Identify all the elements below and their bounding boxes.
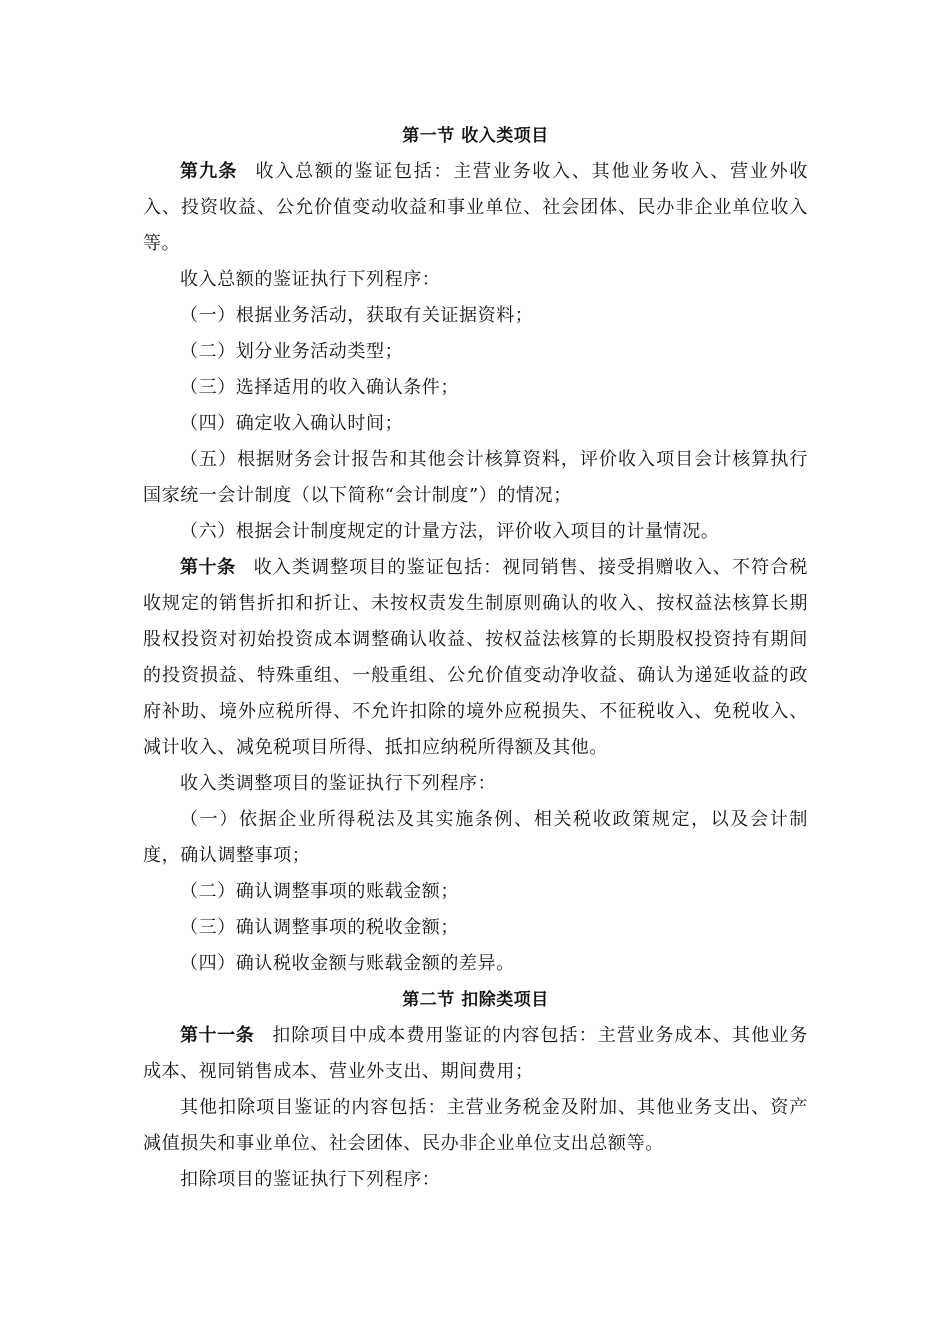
article-9-paragraph <box>143 154 808 262</box>
article-number: 第十条 <box>180 557 236 578</box>
article-number: 第十一条 <box>180 1025 255 1046</box>
list-item: （三）选择适用的收入确认条件； <box>180 377 459 398</box>
article-11-paragraph <box>143 1018 808 1090</box>
paragraph: 其他扣除项目鉴证的内容包括：主营业务税金及附加、其他业务支出、资产减值损失和事业单位、社会团体、民办非企业单位支出总额等。 <box>143 1097 808 1154</box>
article-10-paragraph <box>143 550 808 766</box>
article-number: 第九条 <box>180 161 238 182</box>
paragraph-text: 扣除项目中成本费用鉴证的内容包括：主营业务成本、其他业务成本、视同销售成本、营业外支出、期间费用； <box>143 1025 809 1082</box>
document-body <box>143 118 808 1198</box>
section-heading-income: 第一节 收入类项目 <box>402 126 549 146</box>
list-item: （四）确定收入确认时间； <box>180 413 404 434</box>
list-item: （三）确认调整事项的税收金额； <box>180 917 459 938</box>
list-item: （二）确认调整事项的账载金额； <box>180 881 459 902</box>
list-item: （一）依据企业所得税法及其实施条例、相关税收政策规定，以及会计制度，确认调整事项； <box>143 809 808 866</box>
list-item: （四）确认税收金额与账载金额的差异。 <box>180 953 515 974</box>
paragraph: 扣除项目的鉴证执行下列程序： <box>180 1169 441 1190</box>
list-item: （二）划分业务活动类型； <box>180 341 404 362</box>
list-item: （六）根据会计制度规定的计量方法，评价收入项目的计量情况。 <box>180 521 720 542</box>
list-item: （一）根据业务活动，获取有关证据资料； <box>180 305 534 326</box>
paragraph: 收入总额的鉴证执行下列程序： <box>180 269 441 290</box>
paragraph-text: 收入类调整项目的鉴证包括：视同销售、接受捐赠收入、不符合税收规定的销售折扣和折让、未按权责发生制原则确认的收入、按权益法核算长期股权投资对初始投资成本调整确认收益、按权益法核算的长期股权投资持有期间的投资损益、特殊重组、一般重组、公允价值变动净收益、确认为递延收益的政府补助、境外应税所得、不允许扣除的境外应税损失、不征税收入、免税收入、减计收入、减免税项目所得、抵扣应纳税所得额及其他。 <box>143 557 808 758</box>
section-heading-deduction: 第二节 扣除类项目 <box>402 990 549 1010</box>
paragraph: 收入类调整项目的鉴证执行下列程序： <box>180 773 497 794</box>
list-item: （五）根据财务会计报告和其他会计核算资料，评价收入项目会计核算执行国家统一会计制度（以下简称“会计制度”）的情况； <box>143 449 808 506</box>
paragraph-text: 收入总额的鉴证包括：主营业务收入、其他业务收入、营业外收入、投资收益、公允价值变动收益和事业单位、社会团体、民办非企业单位收入等。 <box>143 161 809 254</box>
